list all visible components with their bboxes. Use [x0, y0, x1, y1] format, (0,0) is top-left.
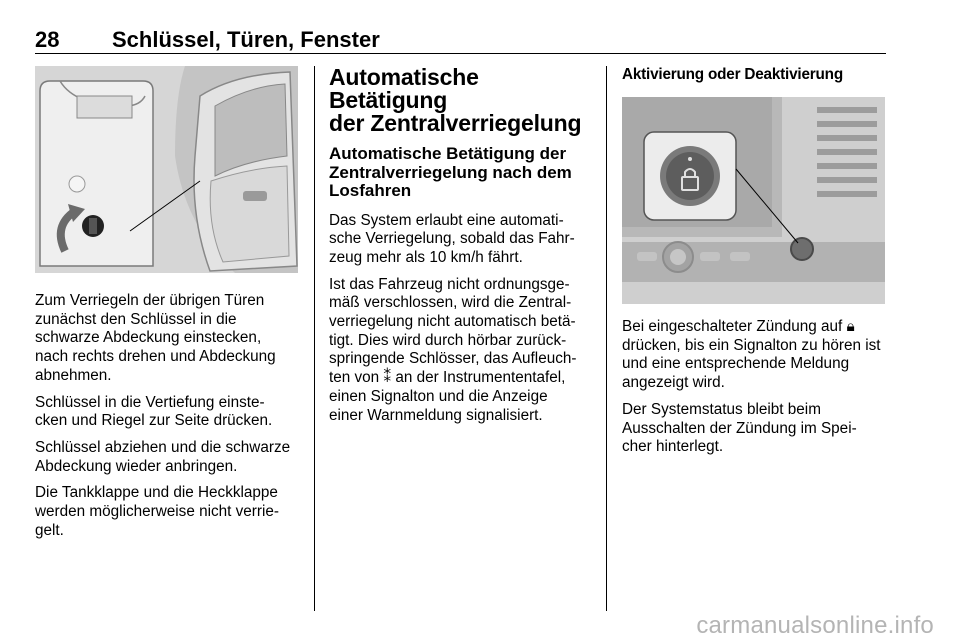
- paragraph: Schlüssel abziehen und die schwarze Abdeckung wieder anbringen.: [35, 438, 291, 475]
- paragraph: Zum Verriegeln der übrigen Türen zunächst den Schlüssel in die schwarze Abdeckung einstecken, nach rechts drehen und Abdeckung abnehmen.: [35, 292, 276, 384]
- paragraph: Bei eingeschalteter Zündung auf 🔒︎ drücken, bis ein Signalton zu hören ist und eine entsprechende Meldung angezeigt wird.: [622, 318, 881, 392]
- dashboard-drawing: [622, 97, 885, 304]
- page-number: 28: [35, 27, 60, 52]
- right-column: [622, 318, 892, 465]
- paragraph: Ist das Fahrzeug nicht ordnungsge- mäß verschlossen, wird die Zentral- verriegelung nicht automatisch betä- tigt. Dies wird durch hörbar zurück- springende Schlösser, das Aufleuch- ten von ⁑ an der Instrumententafel, einen Signalton und die Anzeige einer Warnmeldung signalisiert.: [329, 275, 577, 424]
- chapter-title: Schlüssel, Türen, Fenster: [112, 27, 380, 52]
- door-lock-drawing: [35, 66, 298, 273]
- column-divider-right: [606, 66, 607, 611]
- left-column: [35, 292, 305, 548]
- lock-button-illustration: [622, 97, 885, 304]
- middle-column: [329, 66, 599, 433]
- paragraph: Schlüssel in die Vertiefung einste- cken und Riegel zur Seite drücken.: [35, 393, 273, 430]
- section-heading: Automatische Betätigung der Zentralverriegelung: [329, 64, 582, 136]
- paragraph: Die Tankklappe und die Heckklappe werden möglicherweise nicht verrie- gelt.: [35, 484, 279, 539]
- subsection-heading: Aktivierung oder Deaktivierung: [622, 66, 843, 83]
- section-subheading: Automatische Betätigung der Zentralverriegelung nach dem Losfahren: [329, 144, 572, 200]
- column-divider-left: [314, 66, 315, 611]
- watermark: carmanualsonline.info: [696, 612, 934, 639]
- paragraph: Das System erlaubt eine automati- sche Verriegelung, sobald das Fahr- zeug mehr als 10 km/h fährt.: [329, 211, 575, 266]
- door-lock-illustration: [35, 66, 298, 273]
- paragraph: Der Systemstatus bleibt beim Ausschalten der Zündung im Spei- cher hinterlegt.: [622, 400, 857, 456]
- page-header: [35, 27, 886, 54]
